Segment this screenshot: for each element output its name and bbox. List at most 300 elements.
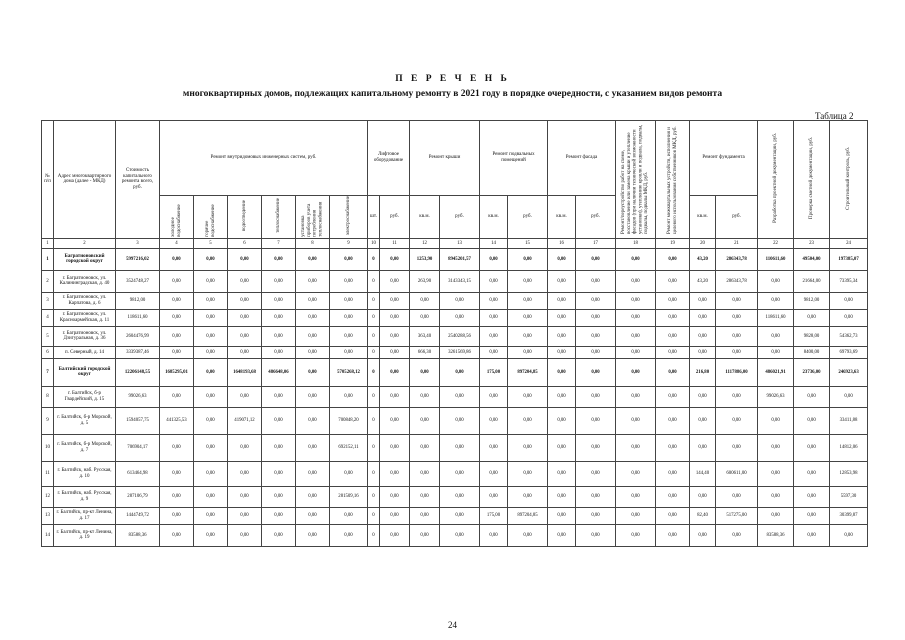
- row-value: 8400,00: [794, 346, 830, 358]
- row-value: 216,80: [690, 358, 716, 386]
- row-value: 0,00: [616, 386, 656, 407]
- row-value: 99026,63: [116, 386, 160, 407]
- row-value: 0,00: [296, 248, 330, 270]
- table-row: [42, 270, 868, 292]
- table-row: [42, 346, 868, 358]
- row-value: 0,00: [228, 507, 262, 524]
- row-value: 0,00: [228, 486, 262, 507]
- header-col18: [616, 121, 656, 239]
- row-value: 0,00: [410, 524, 440, 546]
- row-value: 0,00: [194, 292, 228, 309]
- row-value: 0,00: [410, 309, 440, 326]
- row-value: 486021,91: [758, 358, 794, 386]
- row-number: 6: [42, 346, 54, 358]
- row-address: Багратионовский городской округ: [54, 248, 116, 270]
- row-value: 0,00: [508, 346, 548, 358]
- row-value: 0,00: [296, 346, 330, 358]
- row-value: 9812,00: [794, 292, 830, 309]
- row-address: г. Балтийск, б-р Гвардейский, д. 15: [54, 386, 116, 407]
- row-value: 0,00: [508, 292, 548, 309]
- column-number: 3: [116, 238, 160, 248]
- row-value: 0,00: [576, 386, 616, 407]
- row-value: 0,00: [758, 292, 794, 309]
- header-design: [758, 121, 794, 239]
- column-number: 17: [576, 238, 616, 248]
- row-value: 0,00: [296, 507, 330, 524]
- row-value: 0,00: [758, 486, 794, 507]
- row-value: 0,00: [440, 461, 480, 486]
- row-value: 0,00: [576, 346, 616, 358]
- header-design-text: Разработка проектной документации, руб.: [772, 133, 778, 224]
- row-value: 0,00: [160, 248, 194, 270]
- row-value: 0,00: [380, 407, 410, 434]
- row-value: 0,00: [508, 248, 548, 270]
- row-value: 0,00: [548, 292, 576, 309]
- row-value: 0,00: [380, 524, 410, 546]
- row-value: 175,00: [480, 358, 508, 386]
- row-value: 0,00: [262, 486, 296, 507]
- row-value: 0: [368, 486, 380, 507]
- row-value: 0,00: [616, 434, 656, 461]
- header-cold: [194, 196, 228, 239]
- row-value: 5705268,12: [330, 358, 368, 386]
- row-value: 23736,00: [794, 358, 830, 386]
- row-address: г. Балтийск, б-р Морской, д. 5: [54, 407, 116, 434]
- row-value: 0,00: [380, 507, 410, 524]
- header-group-facade: Ремонт фасада: [548, 121, 616, 196]
- row-value: 0,00: [262, 507, 296, 524]
- row-value: 0,00: [616, 270, 656, 292]
- row-number: 9: [42, 407, 54, 434]
- header-meters-text: установка приборов учета потребления теплоснабжения: [301, 201, 324, 237]
- row-value: 0,00: [716, 407, 758, 434]
- row-value: 0,00: [576, 270, 616, 292]
- row-value: 0: [368, 507, 380, 524]
- row-value: 0,00: [480, 434, 508, 461]
- header-base-sqm: кв.м.: [480, 196, 508, 239]
- row-value: 0,00: [794, 407, 830, 434]
- row-value: 517275,00: [716, 507, 758, 524]
- header-row-sub: [42, 196, 868, 239]
- row-value: 0,00: [330, 326, 368, 346]
- row-value: 0,00: [508, 270, 548, 292]
- row-value: 0,00: [410, 486, 440, 507]
- table-row: [42, 486, 868, 507]
- header-sewer: [228, 196, 262, 239]
- row-value: 0,00: [690, 524, 716, 546]
- row-value: 197385,07: [830, 248, 868, 270]
- row-value: 0,00: [576, 524, 616, 546]
- row-value: 0,00: [262, 407, 296, 434]
- table-row: [42, 461, 868, 486]
- header-sewer-text: водоотведение: [241, 200, 247, 232]
- row-value: 0,00: [194, 346, 228, 358]
- row-value: 0,00: [440, 386, 480, 407]
- row-value: 0,00: [576, 248, 616, 270]
- row-value: 0,00: [656, 248, 690, 270]
- row-value: 0,00: [228, 524, 262, 546]
- row-value: 0,00: [296, 524, 330, 546]
- row-value: 0,00: [262, 270, 296, 292]
- row-value: 0,00: [228, 461, 262, 486]
- row-value: 0,00: [262, 326, 296, 346]
- column-number-row: [42, 238, 868, 248]
- row-value: 0,00: [690, 346, 716, 358]
- row-value: 0,00: [330, 386, 368, 407]
- row-value: 1648193,68: [228, 358, 262, 386]
- row-value: 0,00: [576, 461, 616, 486]
- row-value: 0,00: [194, 524, 228, 546]
- row-value: 0: [368, 292, 380, 309]
- table-caption: Таблица 2: [815, 111, 854, 121]
- row-value: 0,00: [410, 292, 440, 309]
- row-value: 0,00: [440, 507, 480, 524]
- row-value: 897204,85: [508, 507, 548, 524]
- row-value: 0,00: [160, 386, 194, 407]
- row-value: 110611,60: [758, 248, 794, 270]
- row-value: 12206148,55: [116, 358, 160, 386]
- row-number: 7: [42, 358, 54, 386]
- row-value: 0,00: [508, 309, 548, 326]
- row-value: 0,00: [656, 524, 690, 546]
- row-value: 0,00: [508, 407, 548, 434]
- header-control-text: Строительный контроль, руб.: [845, 146, 851, 210]
- row-value: 0,00: [228, 270, 262, 292]
- row-value: 144,40: [690, 461, 716, 486]
- row-value: 0,00: [548, 346, 576, 358]
- header-group-lift: Лифтовое оборудование: [368, 121, 410, 196]
- header-group-foundation: Ремонт фундамента: [690, 121, 758, 196]
- table-row: [42, 434, 868, 461]
- header-control: [830, 121, 868, 239]
- row-value: 0,00: [194, 486, 228, 507]
- row-value: 0,00: [758, 326, 794, 346]
- row-number: 2: [42, 270, 54, 292]
- row-value: 33411,88: [830, 407, 868, 434]
- row-value: 0,00: [548, 248, 576, 270]
- header-power: [330, 196, 368, 239]
- row-value: 0,00: [616, 407, 656, 434]
- row-value: 0,00: [656, 461, 690, 486]
- row-value: 0,00: [296, 434, 330, 461]
- row-value: 0,00: [330, 461, 368, 486]
- row-value: 1594057,75: [116, 407, 160, 434]
- header-heating: [262, 196, 296, 239]
- column-number: 4: [160, 238, 194, 248]
- row-value: 0,00: [576, 292, 616, 309]
- row-value: 0,00: [576, 309, 616, 326]
- row-value: 0,00: [330, 346, 368, 358]
- row-value: 613464,98: [116, 461, 160, 486]
- row-value: 0,00: [616, 358, 656, 386]
- row-value: 175,00: [480, 507, 508, 524]
- column-number: 24: [830, 238, 868, 248]
- row-value: 0,00: [296, 358, 330, 386]
- row-value: 0,00: [480, 309, 508, 326]
- row-value: 0,00: [616, 309, 656, 326]
- row-value: 30399,87: [830, 507, 868, 524]
- column-number: 13: [440, 238, 480, 248]
- row-value: 281509,16: [330, 486, 368, 507]
- row-value: 0,00: [410, 407, 440, 434]
- document-subtitle: многоквартирных домов, подлежащих капитальному ремонту в 2021 году в порядке очередности, с указанием видов ремонта: [182, 89, 723, 99]
- row-number: 11: [42, 461, 54, 486]
- header-fnd-sqm: кв.м.: [690, 196, 716, 239]
- header-group-roof: Ремонт крыши: [410, 121, 480, 196]
- row-value: 0,00: [616, 507, 656, 524]
- row-value: 0: [368, 248, 380, 270]
- header-fac-rub: руб.: [576, 196, 616, 239]
- row-value: 0: [368, 270, 380, 292]
- row-number: 10: [42, 434, 54, 461]
- row-value: 21664,00: [794, 270, 830, 292]
- row-value: 0,00: [440, 407, 480, 434]
- row-value: 0,00: [410, 507, 440, 524]
- row-value: 99026,63: [758, 386, 794, 407]
- row-value: 0,00: [160, 292, 194, 309]
- row-address: п. Северный, д. 14: [54, 346, 116, 358]
- header-roof-sqm: кв.м.: [410, 196, 440, 239]
- column-number: 7: [262, 238, 296, 248]
- table-row: [42, 326, 868, 346]
- row-value: 0: [368, 386, 380, 407]
- row-value: 441325,53: [160, 407, 194, 434]
- table-row: [42, 524, 868, 546]
- row-value: 1685295,01: [160, 358, 194, 386]
- header-base-rub: руб.: [508, 196, 548, 239]
- row-value: 0,00: [830, 524, 868, 546]
- row-value: 0,00: [296, 407, 330, 434]
- row-value: 0,00: [440, 292, 480, 309]
- row-value: 0,00: [262, 309, 296, 326]
- row-value: 0,00: [194, 507, 228, 524]
- row-value: 3143343,15: [440, 270, 480, 292]
- row-value: 0,00: [330, 524, 368, 546]
- row-number: 14: [42, 524, 54, 546]
- row-value: 0,00: [576, 507, 616, 524]
- row-value: 0,00: [716, 486, 758, 507]
- row-value: 419071,12: [228, 407, 262, 434]
- row-value: 0,00: [440, 358, 480, 386]
- header-cold-text: горячее водоснабжение: [204, 203, 216, 237]
- header-lift-qty: шт.: [368, 196, 380, 239]
- row-value: 0,00: [410, 434, 440, 461]
- table-body: [42, 248, 868, 546]
- row-value: 0,00: [716, 326, 758, 346]
- row-value: 0,00: [440, 434, 480, 461]
- row-value: 0,00: [410, 386, 440, 407]
- row-value: 0,00: [690, 326, 716, 346]
- row-value: 0: [368, 358, 380, 386]
- row-value: 0,00: [160, 486, 194, 507]
- row-value: 0,00: [380, 248, 410, 270]
- row-value: 0,00: [656, 507, 690, 524]
- header-estimate: [794, 121, 830, 239]
- row-value: 0,00: [576, 434, 616, 461]
- column-number: 6: [228, 238, 262, 248]
- row-value: 0,00: [716, 434, 758, 461]
- row-value: 600611,00: [716, 461, 758, 486]
- row-value: 0,00: [830, 386, 868, 407]
- row-value: 0,00: [160, 309, 194, 326]
- row-value: 0,00: [508, 524, 548, 546]
- row-value: 54362,73: [830, 326, 868, 346]
- header-heating-text: теплоснабжение: [275, 198, 281, 234]
- row-value: 263,90: [410, 270, 440, 292]
- row-value: 0,00: [228, 309, 262, 326]
- header-fnd-rub: руб.: [716, 196, 758, 239]
- row-value: 0,00: [480, 270, 508, 292]
- row-value: 0,00: [380, 292, 410, 309]
- row-value: 0,00: [380, 270, 410, 292]
- row-value: 0,00: [716, 524, 758, 546]
- row-value: 0,00: [160, 524, 194, 546]
- row-value: 0,00: [794, 434, 830, 461]
- row-value: 700848,20: [330, 407, 368, 434]
- row-value: 0,00: [480, 461, 508, 486]
- row-value: 43,20: [690, 248, 716, 270]
- row-value: 0,00: [548, 326, 576, 346]
- header-col18-text: Ремонт/переустройство работ на схеме, восстановление или замена крыши и утепление фасадов (при наличии технической возможности установки), утеплению кровли и подвала, подвалы, подвалы, подвалы МКД, руб.: [621, 124, 650, 235]
- row-value: 0,00: [480, 326, 508, 346]
- column-number: 16: [548, 238, 576, 248]
- row-value: 0,00: [160, 507, 194, 524]
- row-value: 0,00: [160, 434, 194, 461]
- row-value: 486648,06: [262, 358, 296, 386]
- column-number: 15: [508, 238, 548, 248]
- row-value: 0,00: [716, 292, 758, 309]
- row-value: 2540288,56: [440, 326, 480, 346]
- header-group-internal: Ремонт внутридомовых инженерных систем, руб.: [160, 121, 368, 196]
- document-title: П Е Р Е Ч Е Н Ь: [395, 74, 510, 84]
- row-number: 5: [42, 326, 54, 346]
- header-fac-sqm: кв.м.: [548, 196, 576, 239]
- row-value: 0,00: [330, 507, 368, 524]
- row-value: 0,00: [508, 326, 548, 346]
- row-number: 13: [42, 507, 54, 524]
- row-value: 0,00: [758, 461, 794, 486]
- row-value: 0,00: [262, 461, 296, 486]
- row-value: 0,00: [830, 309, 868, 326]
- row-value: 0,00: [194, 309, 228, 326]
- table-row: [42, 309, 868, 326]
- row-value: 0,00: [794, 507, 830, 524]
- column-number: 22: [758, 238, 794, 248]
- row-value: 0,00: [690, 309, 716, 326]
- row-value: 0,00: [296, 461, 330, 486]
- header-group-basement: Ремонт подвальных помещений: [480, 121, 548, 196]
- row-value: 0,00: [228, 326, 262, 346]
- row-value: 0,00: [548, 486, 576, 507]
- row-value: 0,00: [480, 292, 508, 309]
- row-value: 0,00: [576, 326, 616, 346]
- row-number: 3: [42, 292, 54, 309]
- row-value: 0,00: [160, 461, 194, 486]
- row-value: 0,00: [616, 486, 656, 507]
- page-number: 24: [448, 620, 457, 630]
- row-value: 0,00: [794, 386, 830, 407]
- row-address: г. Балтийск, пр-кт Ленина, д. 17: [54, 507, 116, 524]
- row-value: 0,00: [794, 524, 830, 546]
- header-estimate-text: Проверка сметной документации, руб.: [808, 137, 814, 220]
- row-value: 363,40: [410, 326, 440, 346]
- column-number: 5: [194, 238, 228, 248]
- row-value: 0,00: [656, 270, 690, 292]
- row-address: г. Балтийск, б-р Морской, д. 7: [54, 434, 116, 461]
- row-value: 0,00: [656, 309, 690, 326]
- row-value: 0: [368, 346, 380, 358]
- row-value: 0,00: [656, 434, 690, 461]
- row-value: 0,00: [716, 309, 758, 326]
- row-value: 0,00: [380, 461, 410, 486]
- row-value: 0,00: [228, 434, 262, 461]
- row-value: 0,00: [160, 270, 194, 292]
- row-value: 69793,69: [830, 346, 868, 358]
- row-value: 0,00: [716, 346, 758, 358]
- row-address: Балтийский городской округ: [54, 358, 116, 386]
- row-value: 0,00: [160, 346, 194, 358]
- row-value: 0,00: [194, 270, 228, 292]
- row-address: г. Багратионовск, ул. Красноармейская, д. 11: [54, 309, 116, 326]
- row-value: 0,00: [616, 292, 656, 309]
- row-value: 0,00: [410, 461, 440, 486]
- row-value: 0,00: [758, 270, 794, 292]
- column-number: 23: [794, 238, 830, 248]
- row-value: 0,00: [194, 248, 228, 270]
- row-value: 0,00: [262, 292, 296, 309]
- row-value: 43,20: [690, 270, 716, 292]
- column-number: 19: [656, 238, 690, 248]
- row-value: 0,00: [656, 386, 690, 407]
- row-value: 0,00: [330, 248, 368, 270]
- row-value: 0,00: [380, 309, 410, 326]
- column-number: 1: [42, 238, 54, 248]
- row-value: 246923,63: [830, 358, 868, 386]
- row-number: 8: [42, 386, 54, 407]
- row-value: 0,00: [690, 292, 716, 309]
- row-value: 0,00: [296, 326, 330, 346]
- row-value: 8945201,57: [440, 248, 480, 270]
- row-value: 0,00: [160, 326, 194, 346]
- row-value: 0,00: [380, 346, 410, 358]
- row-value: 0,00: [548, 386, 576, 407]
- header-row-top: [42, 121, 868, 196]
- column-number: 14: [480, 238, 508, 248]
- repair-list-table: [41, 120, 868, 547]
- row-value: 0: [368, 309, 380, 326]
- row-value: 5997216,02: [116, 248, 160, 270]
- row-value: 118611,60: [758, 309, 794, 326]
- row-value: 3339387,46: [116, 346, 160, 358]
- row-value: 0,00: [228, 346, 262, 358]
- column-number: 8: [296, 238, 330, 248]
- column-number: 18: [616, 238, 656, 248]
- row-value: 0,00: [194, 326, 228, 346]
- row-value: 83588,36: [116, 524, 160, 546]
- row-value: 0,00: [508, 486, 548, 507]
- row-value: 0,00: [548, 461, 576, 486]
- row-value: 0,00: [410, 358, 440, 386]
- row-value: 0,00: [194, 461, 228, 486]
- row-value: 0,00: [716, 386, 758, 407]
- row-value: 2604476,99: [116, 326, 160, 346]
- row-address: г. Балтийск, пр-кт Ленина, д. 19: [54, 524, 116, 546]
- header-no: № п/п: [42, 121, 54, 239]
- row-value: 0,00: [480, 407, 508, 434]
- row-address: г. Багратионовск, ул. Калининградская, д. 40: [54, 270, 116, 292]
- row-number: 1: [42, 248, 54, 270]
- row-value: 0,00: [830, 292, 868, 309]
